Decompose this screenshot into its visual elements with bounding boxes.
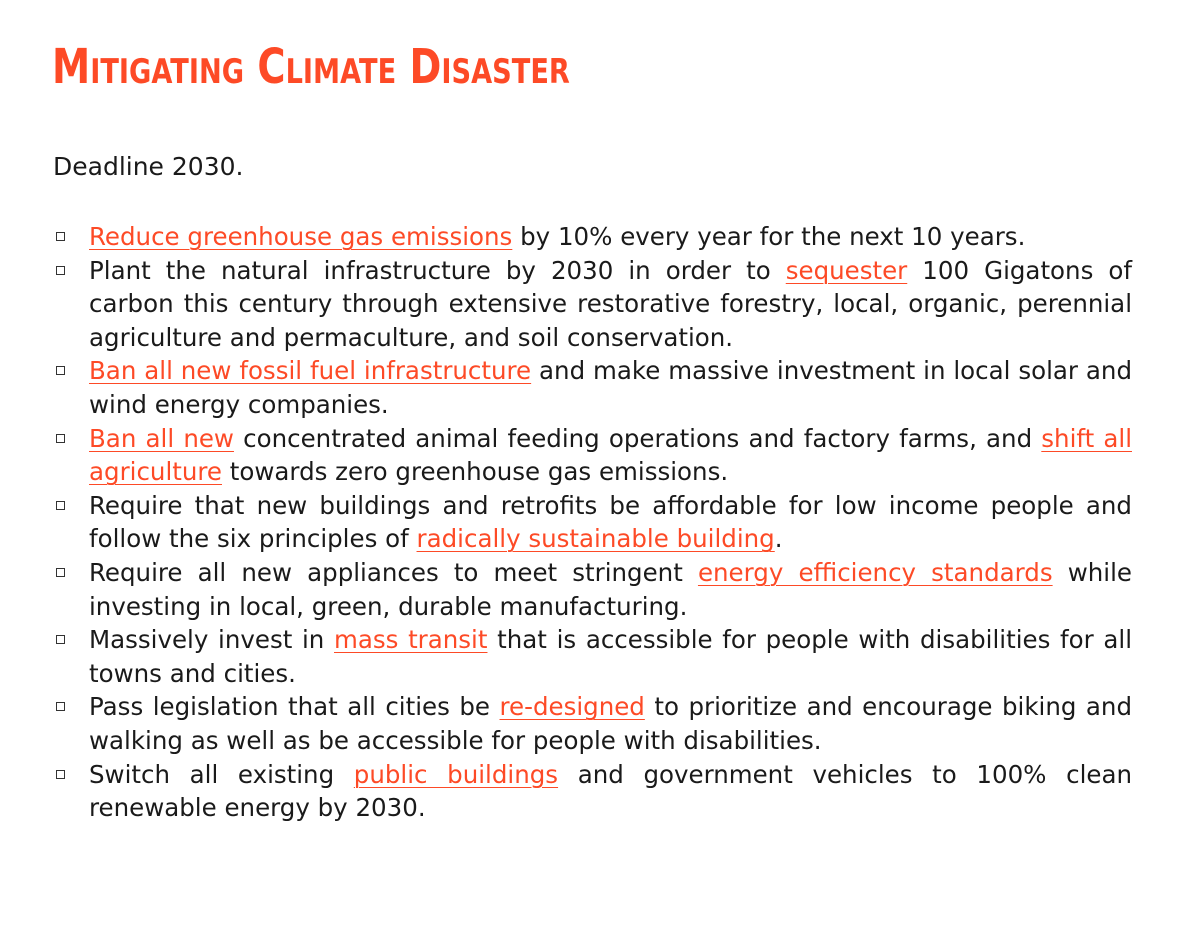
list-item xyxy=(52,758,1132,825)
policy-link[interactable]: energy efficiency standards xyxy=(697,557,1053,587)
item-text: Require that new buildings and retrofits be affordable for low income people and follow the six principles of xyxy=(89,490,1132,554)
empty-checkbox-icon xyxy=(56,266,65,275)
deadline-text: Deadline 2030. xyxy=(53,152,244,181)
item-text: Require all new appliances to meet stringent xyxy=(89,557,698,587)
empty-checkbox-icon xyxy=(56,770,65,779)
policy-link[interactable]: re-designed xyxy=(499,692,645,722)
empty-checkbox-icon xyxy=(56,568,65,577)
list-item xyxy=(52,489,1132,556)
policy-link[interactable]: mass transit xyxy=(334,625,488,655)
empty-checkbox-icon xyxy=(56,232,65,241)
list-item xyxy=(52,623,1132,690)
empty-checkbox-icon xyxy=(56,366,65,375)
item-text: . xyxy=(774,524,783,554)
page-title: Mitigating Climate Disaster xyxy=(52,39,570,95)
empty-checkbox-icon xyxy=(56,434,65,443)
item-text: Pass legislation that all cities be xyxy=(89,692,500,722)
item-text: to prioritize and encourage biking and walking as well as be accessible for people with disabilities. xyxy=(89,692,1133,755)
item-text: and government vehicles to 100% clean renewable energy by 2030. xyxy=(89,759,1132,823)
item-text: by 10% every year for the next 10 years. xyxy=(512,222,1026,251)
item-text: Plant the natural infrastructure by 2030 in order to xyxy=(89,255,786,285)
list-item xyxy=(52,354,1132,421)
policy-link[interactable]: Reduce greenhouse gas emissions xyxy=(89,222,513,251)
list-item xyxy=(52,422,1132,489)
policy-link[interactable]: sequester xyxy=(785,255,908,285)
list-item xyxy=(52,254,1132,355)
action-list xyxy=(52,220,1132,825)
policy-link[interactable]: Ban all new xyxy=(89,423,234,453)
list-item xyxy=(52,220,1132,254)
item-text: 100 Gigatons of carbon this century through extensive restorative forestry, local, organic, perennial agriculture and permaculture, and soil conservation. xyxy=(89,255,1132,352)
list-item xyxy=(52,556,1132,623)
policy-link[interactable]: Ban all new fossil fuel infrastructure xyxy=(89,356,532,386)
item-text: towards zero greenhouse gas emissions. xyxy=(222,457,729,487)
empty-checkbox-icon xyxy=(56,501,65,510)
policy-link[interactable]: public buildings xyxy=(353,759,559,789)
item-text: and make massive investment in local solar and wind energy companies. xyxy=(89,356,1132,419)
item-text: while investing in local, green, durable manufacturing. xyxy=(89,557,1132,621)
item-text: Massively invest in xyxy=(89,625,334,655)
item-text: that is accessible for people with disabilities for all towns and cities. xyxy=(89,625,1133,688)
empty-checkbox-icon xyxy=(56,702,65,711)
empty-checkbox-icon xyxy=(56,635,65,644)
policy-link[interactable]: radically sustainable building xyxy=(416,524,775,554)
item-text: Switch all existing xyxy=(89,759,354,789)
policy-link[interactable]: shift all agriculture xyxy=(89,423,1132,487)
list-item xyxy=(52,690,1132,757)
item-text: concentrated animal feeding operations and factory farms, and xyxy=(233,423,1042,453)
